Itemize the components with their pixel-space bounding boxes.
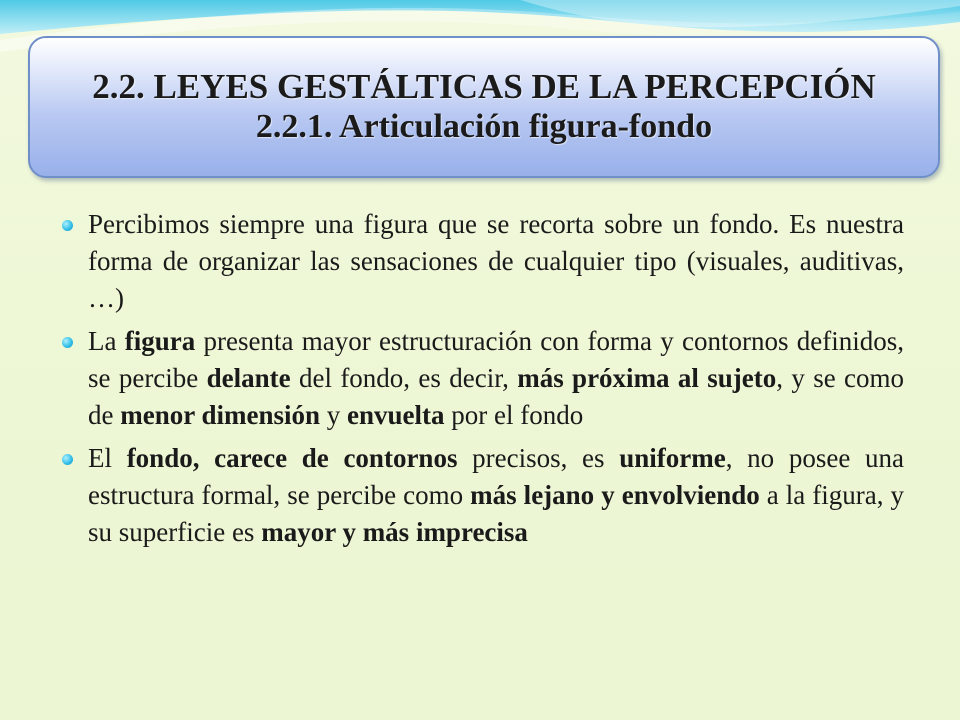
bullet-text: El (88, 443, 127, 473)
bullet-item (62, 440, 904, 551)
bullet-text-bold: fondo, carece de contornos (126, 443, 458, 473)
slide-title: 2.2. LEYES GESTÁLTICAS DE LA PERCEPCIÓN (92, 67, 876, 106)
title-box (28, 36, 940, 178)
bullet-dot-icon (62, 337, 73, 348)
bullet-text-bold: menor dimensión (120, 400, 321, 430)
bullet-text: y (320, 400, 348, 430)
bullet-text: del fondo, es decir, (290, 363, 518, 393)
bullet-text: La (88, 326, 125, 356)
bullet-dot-icon (62, 454, 73, 465)
bullet-text-bold: más próxima al sujeto (517, 363, 777, 393)
bullet-text: precisos, es (457, 443, 620, 473)
bullet-text: presenta mayor estructuración con forma y contornos definidos, se percibe (88, 326, 905, 393)
bullet-text-bold: uniforme (619, 443, 726, 473)
bullet-text-bold: más lejano y envolviendo (470, 480, 760, 510)
bullet-text: por el fondo (444, 400, 584, 430)
bullet-list (62, 206, 904, 557)
bullet-dot-icon (62, 220, 73, 231)
bullet-text-bold: mayor y más imprecisa (261, 517, 528, 547)
bullet-text-bold: envuelta (347, 400, 445, 430)
bullet-text: , no posee una estructura formal, se percibe como (88, 443, 904, 510)
bullet-text: a la figura, y su superficie es (88, 480, 904, 547)
bullet-text-bold: figura (124, 326, 196, 356)
slide-subtitle: 2.2.1. Articulación figura-fondo (255, 108, 713, 145)
bullet-item (62, 323, 904, 434)
bullet-text: , y se como de (88, 363, 905, 430)
bullet-text-bold: delante (206, 363, 291, 393)
bullet-item (62, 206, 904, 317)
bullet-text: Percibimos siempre una figura que se recorta sobre un fondo. Es nuestra forma de organizar las sensaciones de cualquier tipo (visuales, auditivas, …) (88, 209, 904, 313)
